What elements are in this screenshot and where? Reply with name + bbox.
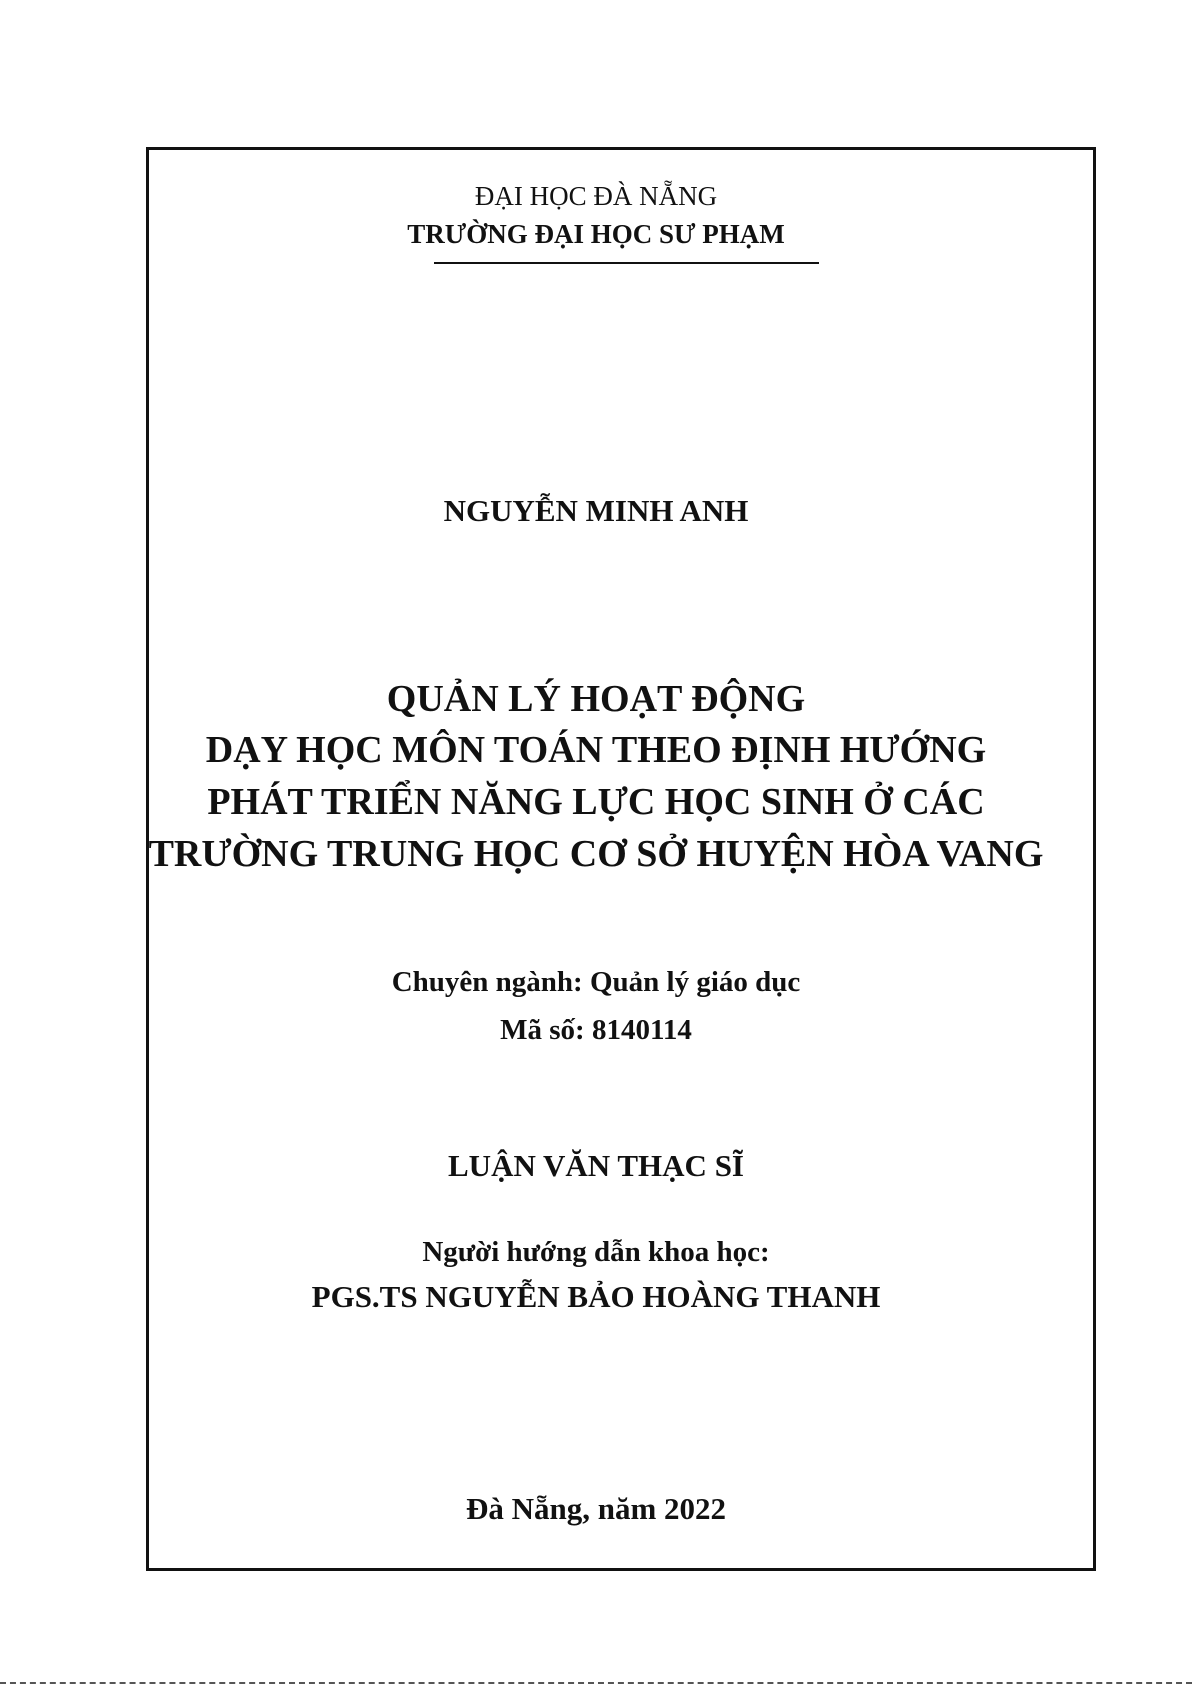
- thesis-title-line: QUẢN LÝ HOẠT ĐỘNG: [386, 678, 806, 720]
- school-underline: [434, 262, 819, 264]
- thesis-title-line: TRƯỜNG TRUNG HỌC CƠ SỞ HUYỆN HÒA VANG: [148, 833, 1044, 875]
- place-and-year: Đà Nẵng, năm 2022: [465, 1491, 727, 1526]
- school-name: TRƯỜNG ĐẠI HỌC SƯ PHẠM: [407, 219, 785, 249]
- degree-type: LUẬN VĂN THẠC SĨ: [448, 1148, 744, 1183]
- thesis-title-line: PHÁT TRIỂN NĂNG LỰC HỌC SINH Ở CÁC: [207, 781, 985, 823]
- advisor-name: PGS.TS NGUYỄN BẢO HOÀNG THANH: [311, 1279, 881, 1314]
- thesis-title-line: DẠY HỌC MÔN TOÁN THEO ĐỊNH HƯỚNG: [205, 729, 987, 771]
- major-code: Mã số: 8140114: [500, 1014, 692, 1046]
- university-name: ĐẠI HỌC ĐÀ NẴNG: [474, 181, 718, 211]
- advisor-label: Người hướng dẫn khoa học:: [422, 1236, 770, 1268]
- author-name: NGUYỄN MINH ANH: [443, 493, 749, 528]
- major-field: Chuyên ngành: Quản lý giáo dục: [391, 966, 801, 998]
- page-edge-divider: [0, 1682, 1192, 1684]
